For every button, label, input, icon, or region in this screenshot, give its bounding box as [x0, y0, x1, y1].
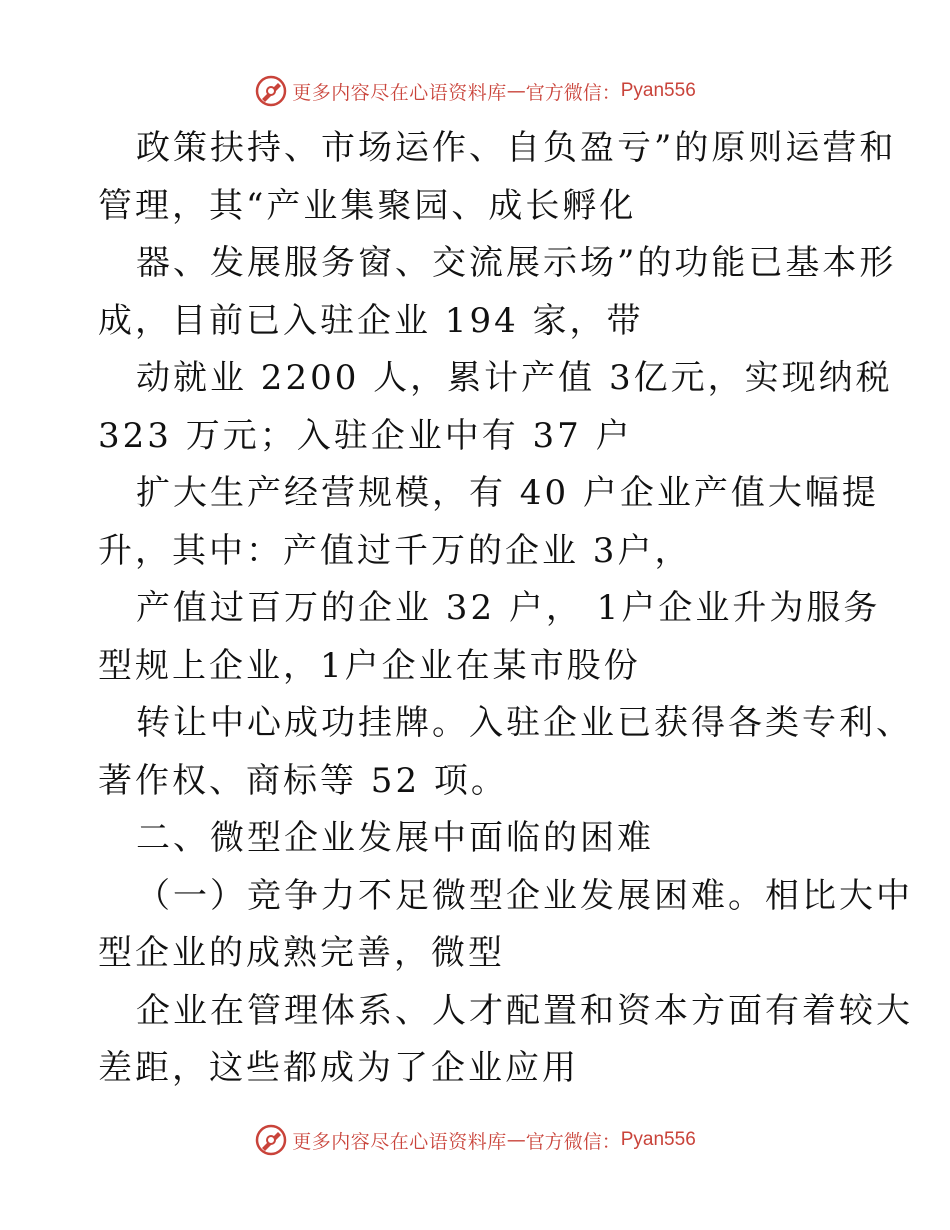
text-line: 差距，这些都成为了企业应用: [98, 1048, 579, 1088]
text-line: （一）竞争力不足微型企业发展困难。相比大中: [136, 875, 913, 916]
text-line: 政策扶持、市场运作、自负盈亏”的原则运营和: [136, 128, 897, 168]
banner-promo-text: 更多内容尽在心语资料库: [292, 81, 507, 104]
text-line: 转让中心成功挂牌。入驻企业已获得各类专利、: [136, 703, 913, 743]
banner-separator: —: [506, 1129, 526, 1151]
text-line: 动就业 2200 人，累计产值 3亿元，实现纳税: [136, 358, 893, 398]
banner-promo-text: 更多内容尽在心语资料库: [292, 1130, 507, 1153]
banner-wechat-label: 官方微信：: [525, 1130, 621, 1153]
text-line: 升，其中：产值过千万的企业 3户，: [98, 530, 692, 571]
text-line: 323 万元；入驻企业中有 37 户: [98, 415, 633, 456]
text-line: 型企业的成熟完善，微型: [98, 933, 505, 973]
text-line: 企业在管理体系、人才配置和资本方面有着较大: [136, 990, 913, 1031]
text-line: 管理，其“产业集聚园、成长孵化: [98, 185, 637, 226]
banner-wechat-label: 官方微信：: [525, 81, 621, 104]
pen-emblem-icon: [254, 1123, 288, 1157]
header-watermark-banner: [0, 74, 950, 108]
banner-separator: —: [506, 80, 526, 102]
text-line: 扩大生产经营规模，有 40 户企业产值大幅提: [136, 473, 879, 513]
text-line: 著作权、商标等 52 项。: [98, 760, 508, 801]
pen-emblem-icon: [254, 74, 288, 108]
footer-watermark-banner: [0, 1123, 950, 1157]
text-line: 型规上企业，1户企业在某市股份: [98, 645, 641, 686]
section-heading: 二、微型企业发展中面临的困难: [136, 818, 654, 858]
text-line: 成，目前已入驻企业 194 家，带: [98, 300, 644, 341]
text-line: 器、发展服务窗、交流展示场”的功能已基本形: [136, 243, 897, 283]
banner-wechat-id: Pyan556: [620, 80, 696, 101]
document-body: [98, 120, 913, 1098]
text-line: 产值过百万的企业 32 户， 1户企业升为服务: [136, 588, 881, 628]
banner-wechat-id: Pyan556: [620, 1129, 696, 1150]
